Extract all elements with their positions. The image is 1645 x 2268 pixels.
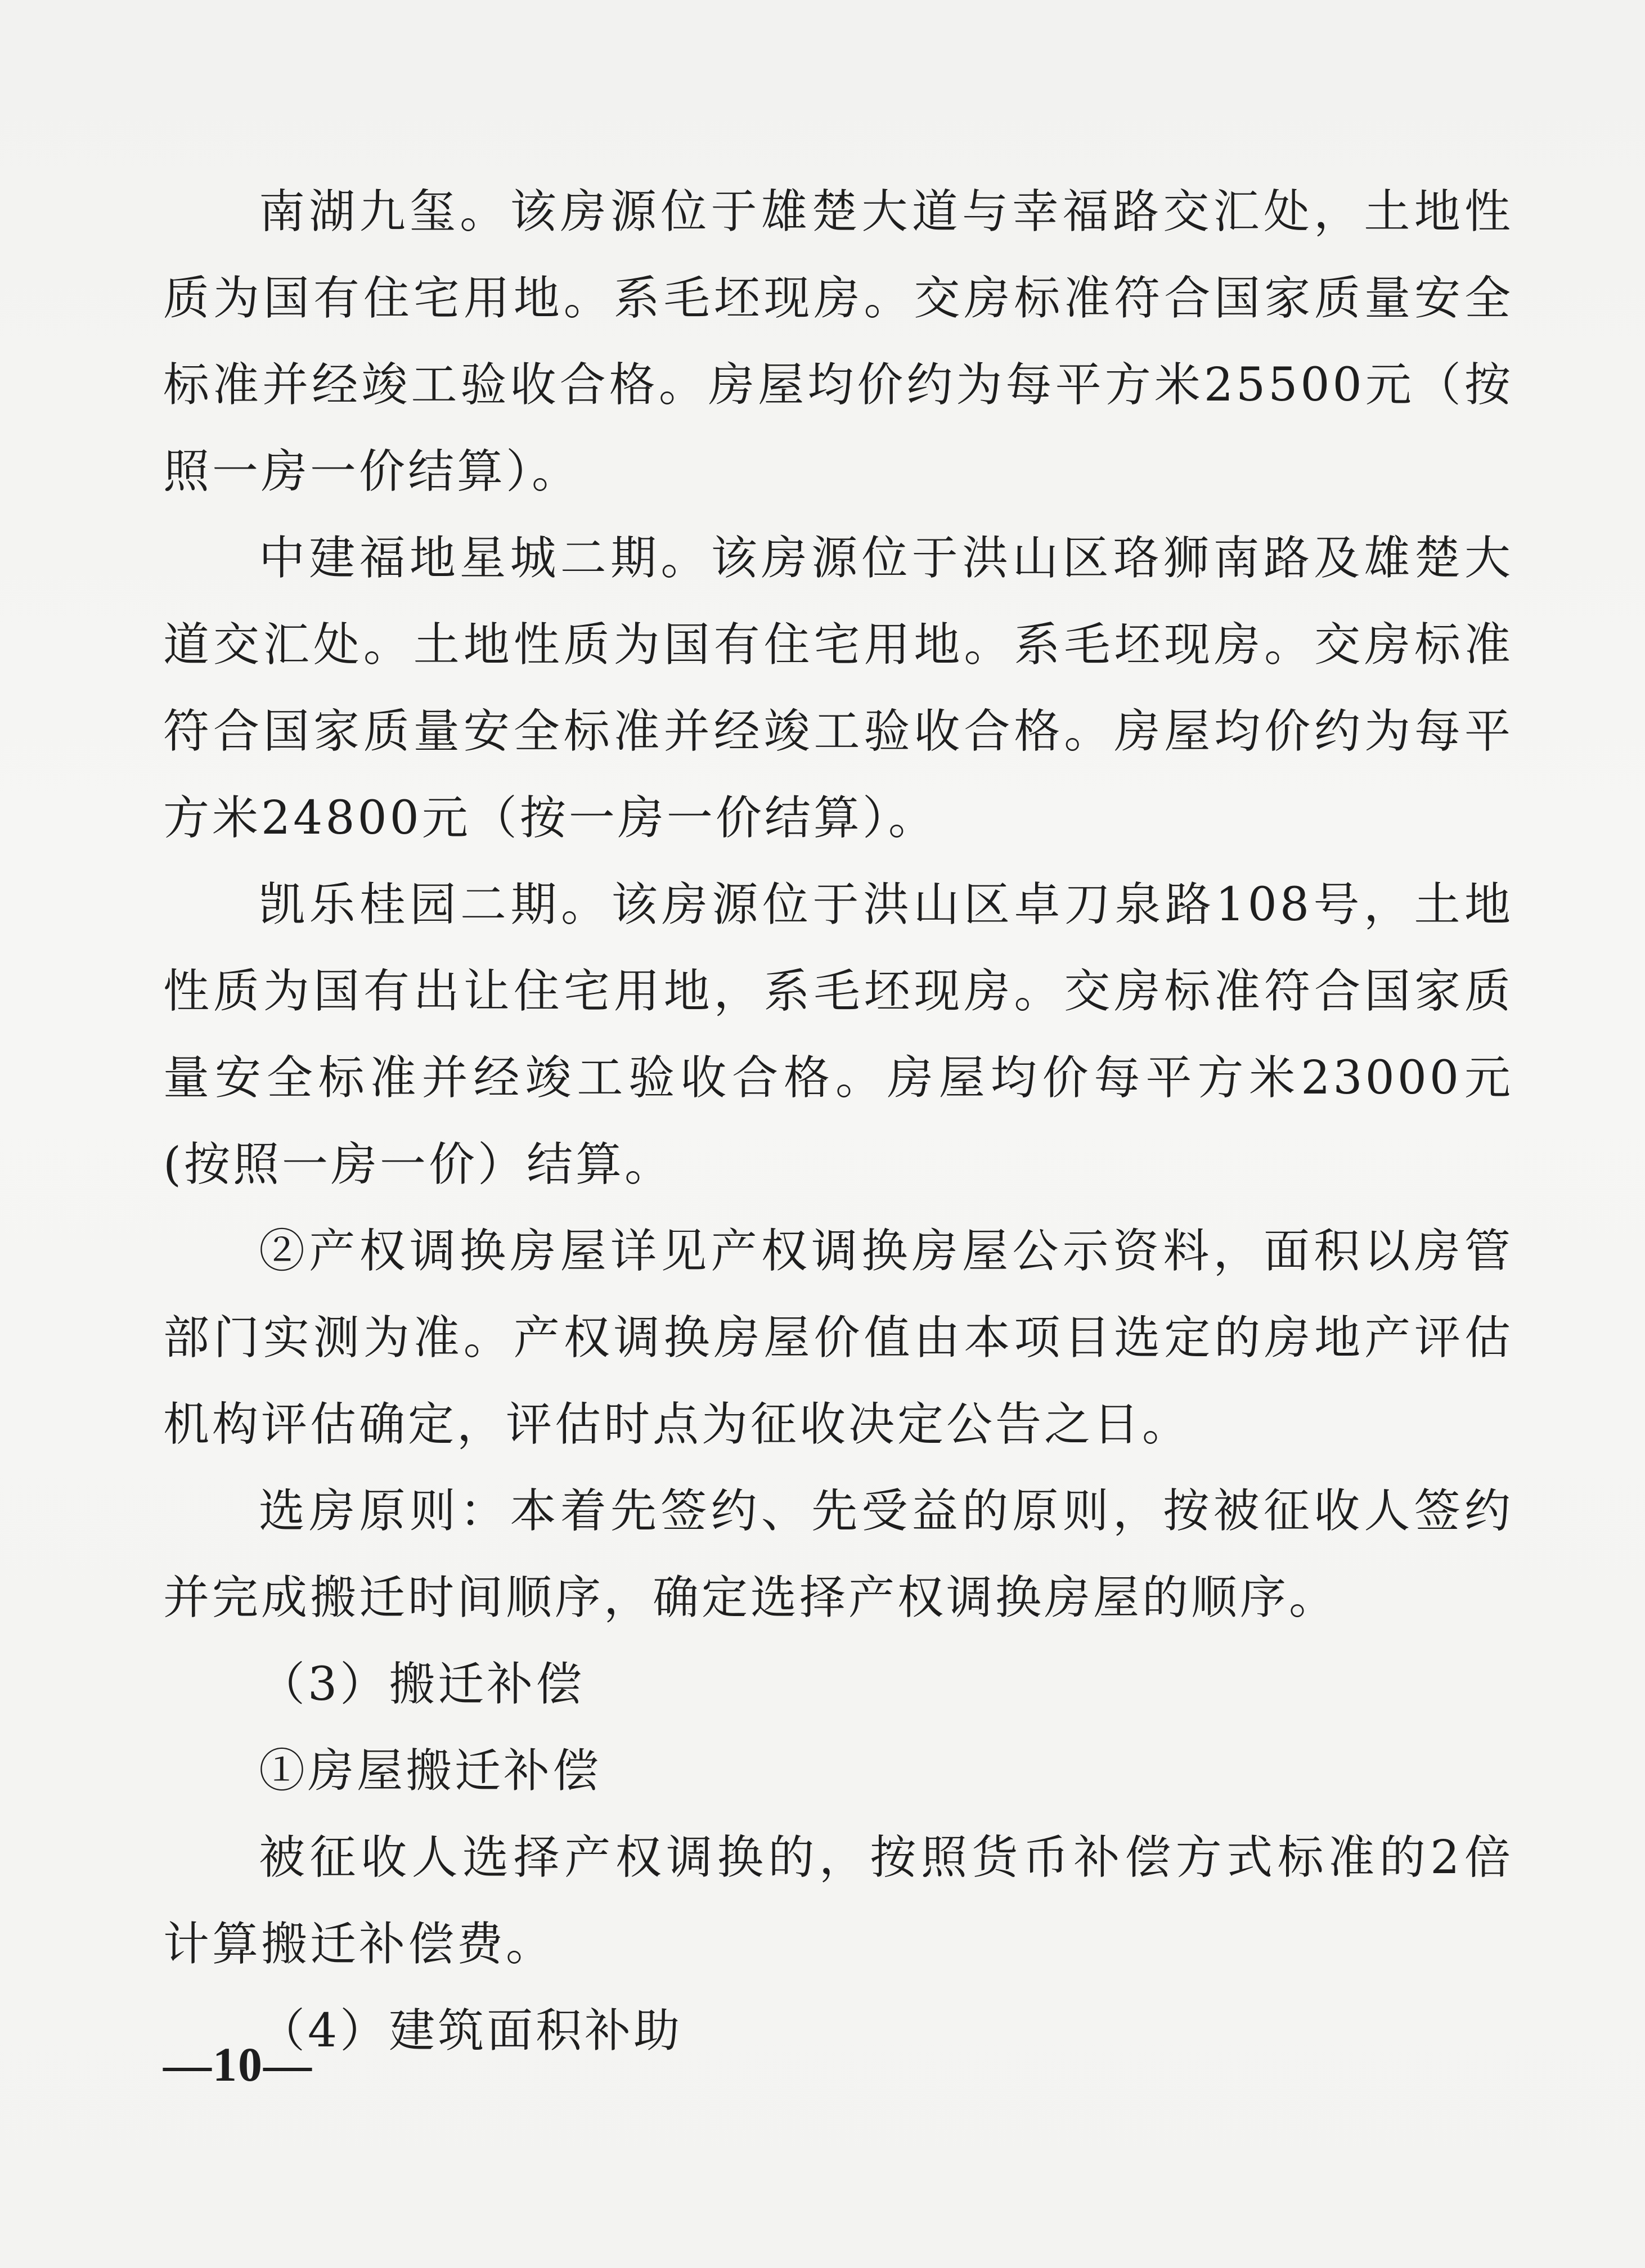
paragraph-zhongjian-fudi: 中建福地星城二期。该房源位于洪山区珞狮南路及雄楚大道交汇处。土地性质为国有住宅用地。系毛坯现房。交房标准符合国家质量安全标准并经竣工验收合格。房屋均价约为每平方米24800元（按一房一价结算）。 xyxy=(163,532,1513,845)
paragraph-relocation-fee: 被征收人选择产权调换的，按照货币补偿方式标准的2倍计算搬迁补偿费。 xyxy=(163,1831,1513,1971)
paragraph-property-exchange: ②产权调换房屋详见产权调换房屋公示资料，面积以房管部门实测为准。产权调换房屋价值由本项目选定的房地产评估机构评估确定，评估时点为征收决定公告之日。 xyxy=(163,1225,1513,1451)
subsection-heading-house-relocation: ①房屋搬迁补偿 xyxy=(259,1744,602,1798)
page-number: —10— xyxy=(163,2037,313,2091)
section-heading-area-subsidy: （4）建筑面积补助 xyxy=(259,2004,683,2058)
document-body xyxy=(163,169,1513,2074)
paragraph-kaile-guiyuan: 凯乐桂园二期。该房源位于洪山区卓刀泉路108号，土地性质为国有出让住宅用地，系毛坯现房。交房标准符合国家质量安全标准并经竣工验收合格。房屋均价每平方米23000元(按照一房一价）结算。 xyxy=(163,878,1513,1191)
paragraph-nanhu-jiuxi: 南湖九玺。该房源位于雄楚大道与幸福路交汇处，土地性质为国有住宅用地。系毛坯现房。交房标准符合国家质量安全标准并经竣工验收合格。房屋均价约为每平方米25500元（按照一房一价结算）。 xyxy=(163,185,1513,498)
section-heading-relocation-compensation: （3）搬迁补偿 xyxy=(259,1658,585,1711)
paragraph-selection-principle: 选房原则：本着先签约、先受益的原则，按被征收人签约并完成搬迁时间顺序，确定选择产权调换房屋的顺序。 xyxy=(163,1484,1513,1624)
